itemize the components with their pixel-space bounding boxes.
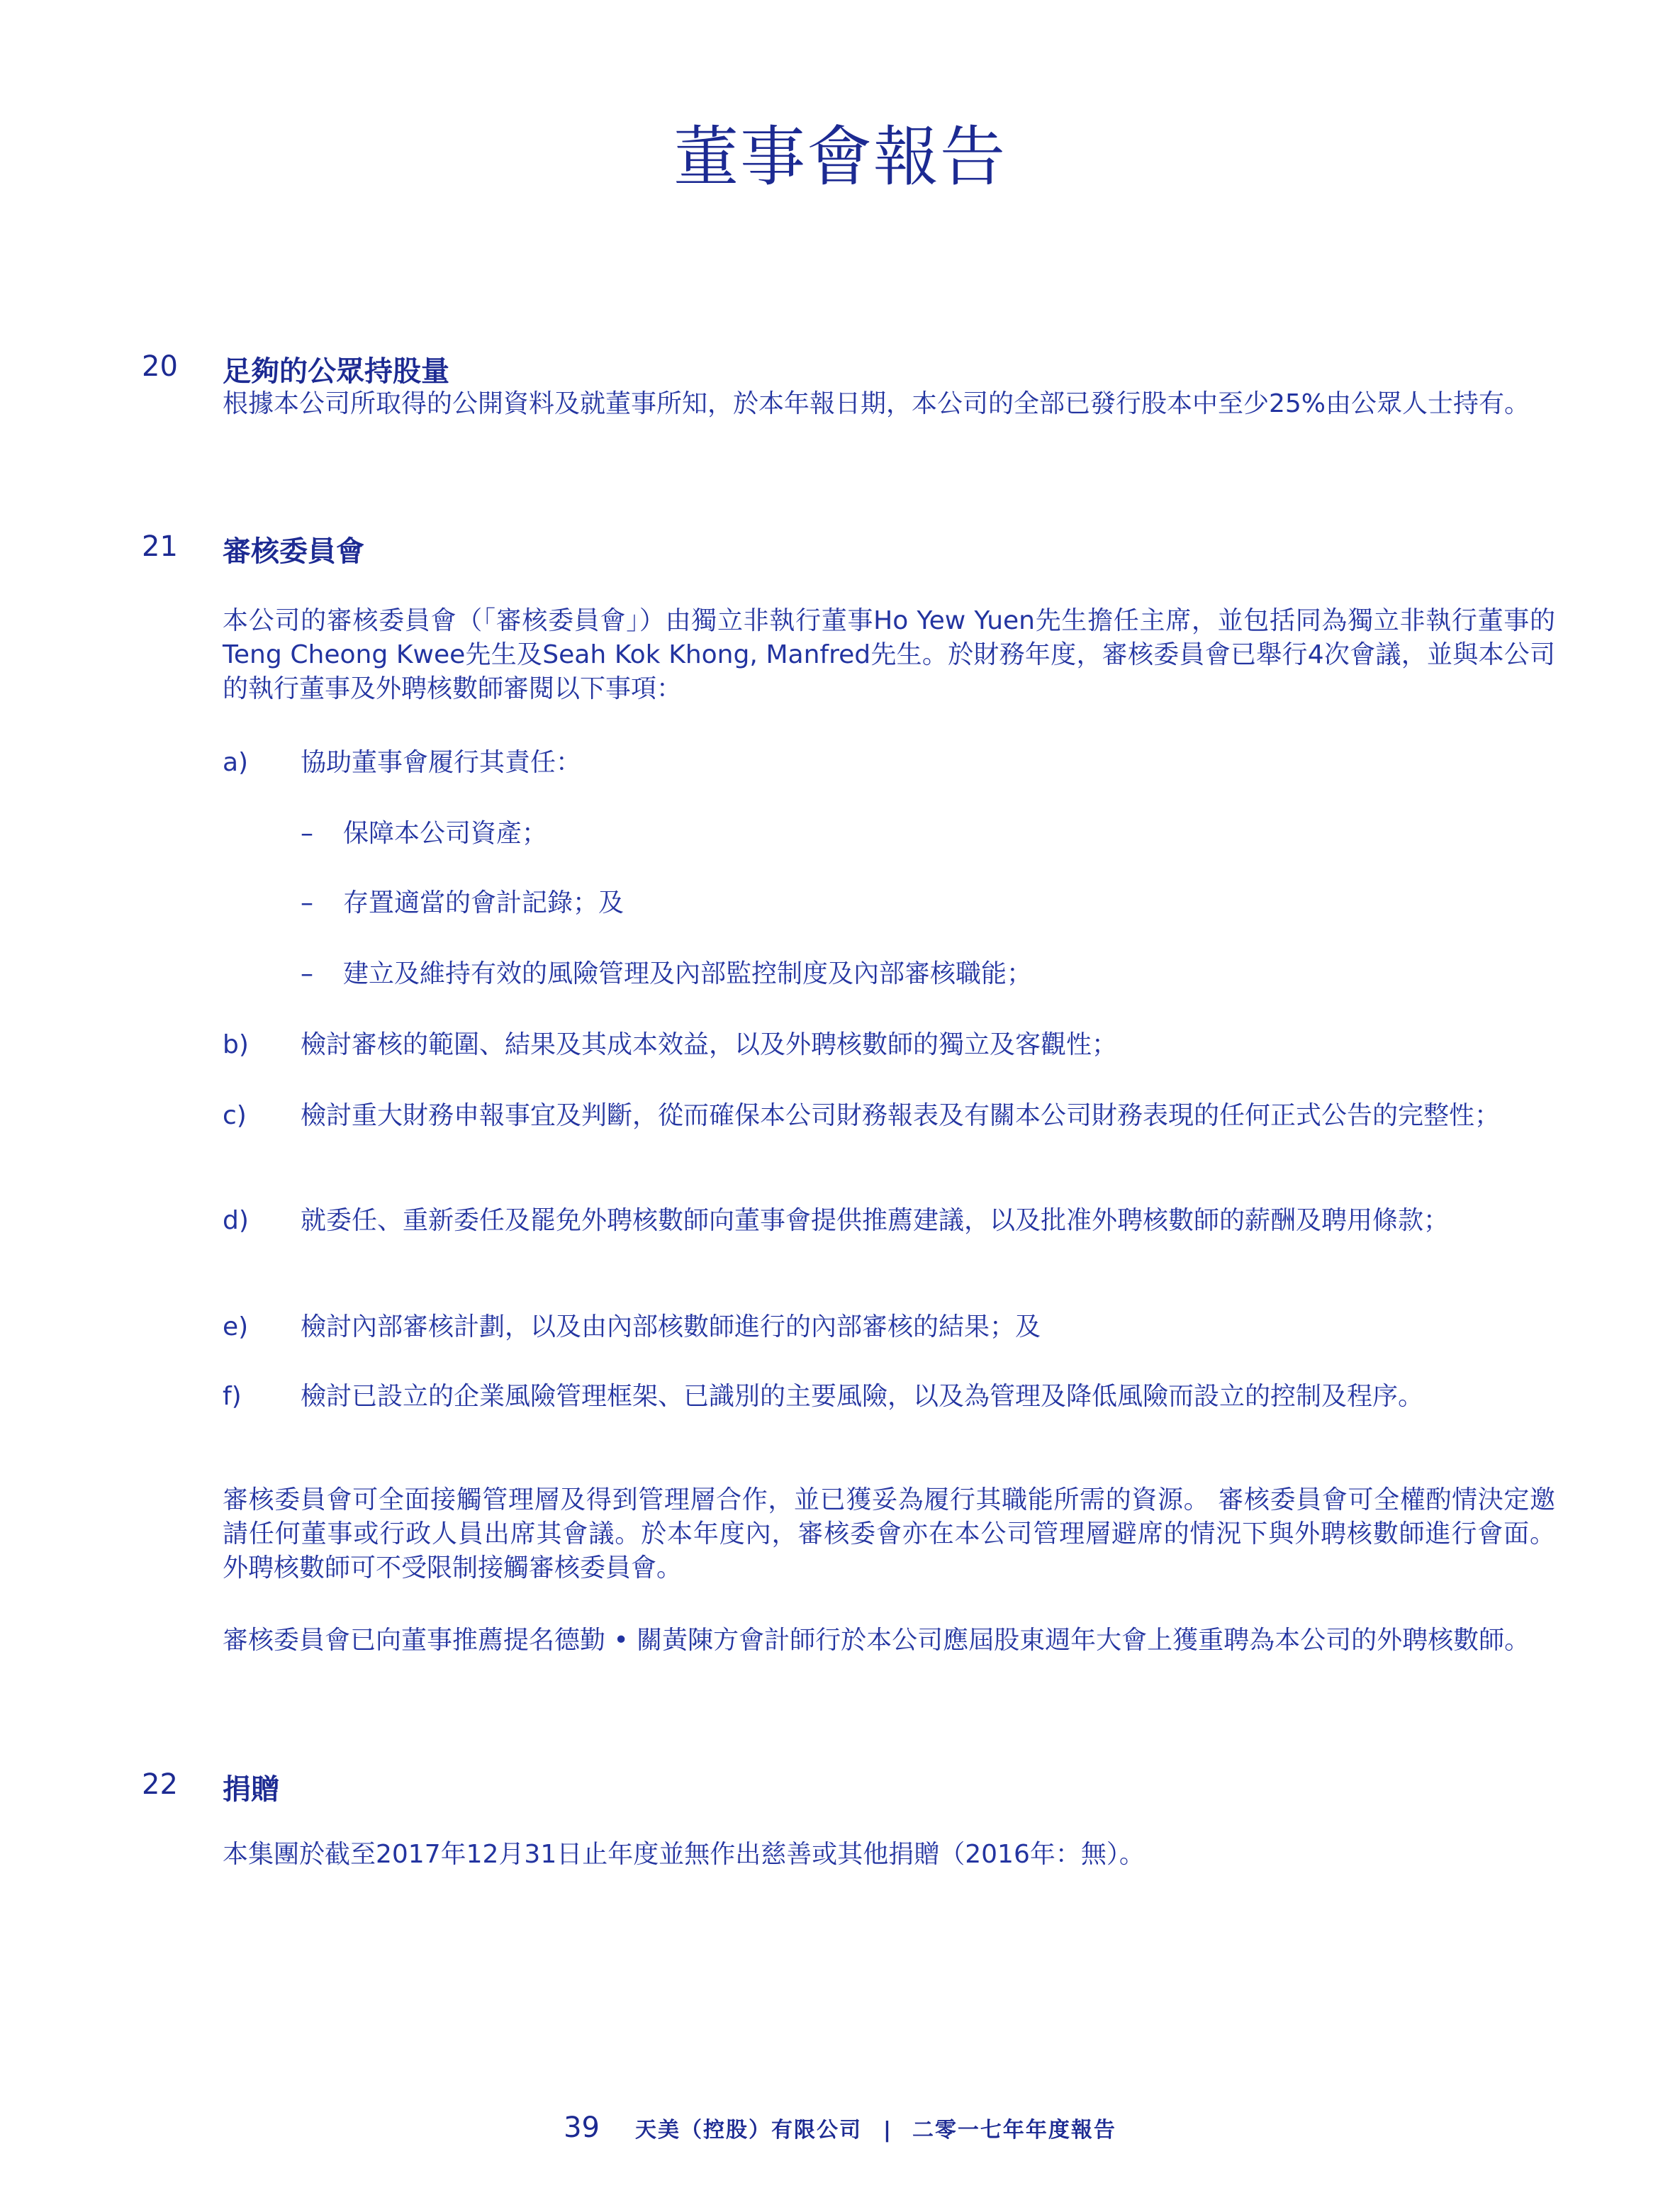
- section-heading-20: 足夠的公眾持股量: [223, 355, 449, 388]
- section-number-21: 21: [142, 530, 178, 563]
- section-21-intro: 本公司的審核委員會（「審核委員會」）由獨立非執行董事Ho Yew Yuen先生擔任主席，並包括同為獨立非執行董事的Teng Cheong Kwee先生及Seah Kok Khong, Manfred先生。於財務年度，審核委員會已舉行4次會議，並與本公司的執行董事及外聘核數師審閱以下事項：: [223, 606, 1555, 703]
- list-item-text-b: 檢討審核的範圍、結果及其成本效益，以及外聘核數師的獨立及客觀性；: [301, 1030, 1118, 1059]
- list-item-letter-a: a): [223, 748, 249, 777]
- footer-report-title: 二零一七年年度報告: [912, 2118, 1116, 2143]
- list-item-letter-d: d): [223, 1206, 249, 1235]
- section-21-para-3: 審核委員會已向董事推薦提名德勤 • 關黃陳方會計師行於本公司應屆股東週年大會上獲重聘為本公司的外聘核數師。: [223, 1626, 1530, 1655]
- dash-bullet: –: [301, 888, 313, 917]
- dash-bullet: –: [301, 959, 313, 988]
- sub-item-text-1: 保障本公司資產；: [343, 819, 548, 848]
- sub-item-text-2: 存置適當的會計記錄；及: [343, 888, 625, 917]
- section-number-22: 22: [142, 1768, 178, 1801]
- list-item-letter-b: b): [223, 1030, 249, 1059]
- section-heading-22: 捐贈: [223, 1773, 279, 1806]
- section-heading-21: 審核委員會: [223, 535, 364, 568]
- list-item-letter-c: c): [223, 1101, 247, 1130]
- list-item-text-a: 協助董事會履行其責任：: [301, 748, 582, 777]
- dash-bullet: –: [301, 819, 313, 848]
- section-number-20: 20: [142, 350, 178, 383]
- footer-company-name: 天美（控股）有限公司: [634, 2118, 862, 2143]
- list-item-letter-e: e): [223, 1312, 249, 1341]
- sub-item-text-3: 建立及維持有效的風險管理及內部監控制度及內部審核職能；: [343, 959, 1033, 988]
- list-item-letter-f: f): [223, 1382, 242, 1411]
- list-item-text-e: 檢討內部審核計劃，以及由內部核數師進行的內部審核的結果；及: [301, 1312, 1041, 1341]
- list-item-text-f: 檢討已設立的企業風險管理框架、已識別的主要風險，以及為管理及降低風險而設立的控制及程序。: [301, 1382, 1424, 1411]
- page-title: 董事會報告: [673, 119, 1007, 195]
- list-item-text-c: 檢討重大財務申報事宜及判斷，從而確保本公司財務報表及有關本公司財務表現的任何正式公告的完整性；: [301, 1101, 1501, 1130]
- footer-separator: |: [883, 2118, 891, 2143]
- page-footer: [0, 2111, 1680, 2144]
- section-22-body: 本集團於截至2017年12月31日止年度並無作出慈善或其他捐贈（2016年：無）。: [223, 1840, 1145, 1869]
- list-item-text-d: 就委任、重新委任及罷免外聘核數師向董事會提供推薦建議，以及批准外聘核數師的薪酬及聘用條款；: [301, 1206, 1450, 1235]
- section-20-body: 根據本公司所取得的公開資料及就董事所知，於本年報日期，本公司的全部已發行股本中至少25%由公眾人士持有。: [223, 389, 1530, 418]
- page-number: 39: [564, 2111, 600, 2144]
- section-21-para-2: 審核委員會可全面接觸管理層及得到管理層合作，並已獲妥為履行其職能所需的資源。 審核委員會可全權酌情決定邀請任何董事或行政人員出席其會議。於本年度內，審核委會亦在本公司管理層避席的情況下與外聘核數師進行會面。 外聘核數師可不受限制接觸審核委員會。: [223, 1485, 1555, 1583]
